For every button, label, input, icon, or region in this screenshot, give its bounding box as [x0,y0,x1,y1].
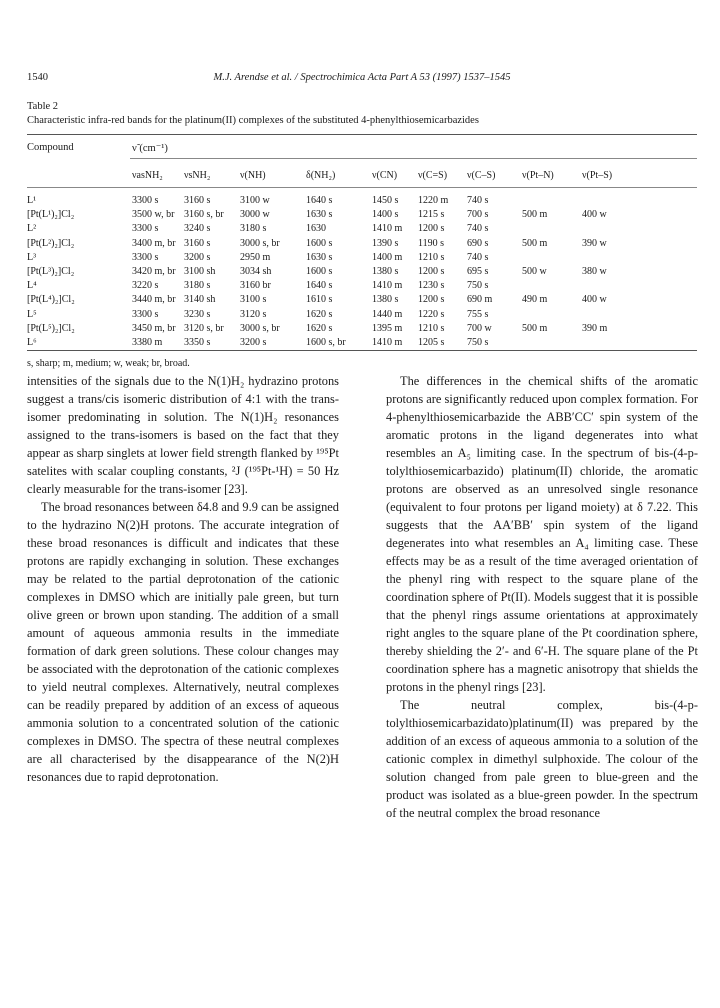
column-header: ν(NH) [240,170,266,181]
value-cell: 3160 s [184,237,211,249]
compound-cell: L¹ [27,195,37,206]
value-cell: 750 s [467,337,489,348]
value-cell: 3350 s [184,337,211,348]
value-cell: 3000 w [240,209,270,221]
value-cell: 500 m [522,322,548,334]
value-cell: 3160 br [240,280,271,292]
table-top-rule [27,134,697,135]
value-cell: 740 s [467,223,489,235]
value-cell: 390 w [582,237,607,249]
compound-cell: L⁴ [27,280,37,292]
value-cell: 1400 s [372,209,399,221]
compound-cell: L⁵ [27,308,37,320]
value-cell: 490 m [522,294,548,306]
value-cell: 3300 s [132,195,159,206]
value-cell: 500 m [522,237,548,249]
table-label: Table 2 [27,101,59,112]
column-header: ν(C=S) [418,170,448,181]
table-caption: Characteristic infra-red bands for the platinum(II) complexes of the substituted 4-phenylthiosemicarbazides [27,115,479,126]
column-header: ν(Pt–S) [582,170,613,181]
value-cell: 700 s [467,209,489,221]
value-cell: 3300 s [132,251,159,263]
value-cell: 500 m [522,209,548,221]
value-cell: 740 s [467,195,489,206]
left-paragraph-1: intensities of the signals due to the N(1)H₂ hydrazino protons suggest a trans/cis isomeric distribution of 4:1 with the trans-isomer predominating in solution. The N(1)H₂ resonances assigned to the trans-isomers is based on the fact that they appear as sharp singlets at lower field strength flanked by ¹⁹⁵Pt satelites with scalar coupling constants, ²J (¹⁹⁵Pt-¹H) = 50 Hz clearly measurable for the trans-isomer [23]. [27,374,339,496]
right-column [386,372,698,822]
value-cell: 1400 m [372,251,403,263]
column-header: δ(NH₂) [306,170,336,181]
value-cell: 1630 [306,223,326,235]
value-cell: 1200 s [418,223,445,235]
right-paragraph-1: The differences in the chemical shifts of the aromatic protons are significantly reduced upon complex formation. For 4-phenylthiosemicarbazide the ABB′CC′ spin system of the aromatic protons in the ligand degenerates into what resembles an A₅ limiting case. In the spectrum of bis-(4-p-tolylthiosemicarbazido) platinum(II) chloride, the aromatic protons are observed as an unresolved single resonance (equivalent to four protons per ligand moiety) at δ 7.22. This suggests that the AA′BB′ spin system of the ligand degenerates into what resembles an A₄ limiting case. These effects may be as a result of the time averaged orientation of the phenyl ring with respect to the square plane of the coordination sphere of Pt(II). Models suggest that it is possible that the phenyl rings assume orientations at approximately right angles to the square plane of the Pt coordination sphere, thereby shielding the 2′- and 6′-H. The square plane of the Pt coordination sphere has a magnetic anisotropy that shields the protons in the phenyl rings [23]. [386,374,698,694]
value-cell: 400 w [582,294,607,306]
value-cell: 1450 s [372,195,399,206]
value-cell: 3300 s [132,223,159,235]
right-paragraph-2: The neutral complex, bis-(4-p-tolylthiosemicarbazidato)platinum(II) was prepared by the addition of an excess of aqueous ammonia to a solution of the cationic complex in dimethyl sulphoxide. The colour of the solution changed from pale green to blue-green and the product was isolated as a blue-green powder. In the spectrum of the neutral complex the broad resonance [386,698,698,820]
value-cell: 3440 m, br [132,294,176,306]
unit-rule [130,158,697,159]
value-cell: 3100 sh [184,266,216,277]
value-cell: 1620 s [306,322,333,334]
value-cell: 1410 m [372,280,403,292]
value-cell: 1630 s [306,209,333,221]
table-bottom-rule [27,350,697,351]
value-cell: 690 s [467,237,489,249]
value-cell: 1410 m [372,337,403,348]
value-cell: 1380 s [372,266,399,277]
value-cell: 1620 s [306,308,333,320]
compound-cell: L² [27,223,37,235]
value-cell: 1630 s [306,251,333,263]
column-header: ν(C–S) [467,170,496,181]
value-cell: 700 w [467,322,492,334]
value-cell: 3000 s, br [240,322,280,334]
column-header: ν(CN) [372,170,398,181]
value-cell: 3200 s [240,337,267,348]
value-cell: 3100 w [240,195,270,206]
value-cell: 1230 s [418,280,445,292]
compound-header: Compound [27,142,74,153]
value-cell: 1210 s [418,322,445,334]
value-cell: 1200 s [418,266,445,277]
left-paragraph-2: The broad resonances between δ4.8 and 9.9 can be assigned to the hydrazino N(2)H protons. The accurate integration of these broad resonances is difficult and indicates that these protons are rapidly exchanging in solution. These exchanges may be related to the partial deprotonation of the cationic complexes in DMSO which are initially pale green, but turn olive green or brown upon standing. The addition of a small amount of aqueous ammonia results in the immediate formation of dark green solutions. These colour changes may be associated with the deprotonation of the cationic complexes to yield neutral complexes. Alternatively, neutral complexes can be readily prepared by addition of an excess of aqueous ammonia solution to a concentrated solution of the cationic complexes in DMSO. The spectra of these neutral complexes are all characterised by the disappearance of the N(2)H resonances due to rapid deprotonation. [27,500,339,784]
table-footnote: s, sharp; m, medium; w, weak; br, broad. [27,358,190,369]
compound-cell: [Pt(L³)₂]Cl₂ [27,266,75,277]
value-cell: 3034 sh [240,266,272,277]
value-cell: 1600 s [306,237,333,249]
value-cell: 3140 sh [184,294,216,306]
value-cell: 690 m [467,294,493,306]
value-cell: 1610 s [306,294,333,306]
value-cell: 3160 s, br [184,209,224,221]
value-cell: 1410 m [372,223,403,235]
value-cell: 1215 s [418,209,445,221]
value-cell: 1220 m [418,195,449,206]
value-cell: 3230 s [184,308,211,320]
compound-cell: [Pt(L²)₂]Cl₂ [27,237,75,249]
left-column [27,372,339,786]
value-cell: 3120 s [240,308,267,320]
unit-header: ν̃ (cm⁻¹) [132,143,168,154]
value-cell: 3240 s [184,223,211,235]
value-cell: 3420 m, br [132,266,176,277]
column-header: νasNH₂ [132,170,163,181]
value-cell: 1220 s [418,308,445,320]
value-cell: 740 s [467,251,489,263]
value-cell: 1205 s [418,337,445,348]
value-cell: 3400 m, br [132,237,176,249]
value-cell: 3380 m [132,337,163,348]
value-cell: 3160 s [184,195,211,206]
running-title: M.J. Arendse et al. / Spectrochimica Acta Part A 53 (1997) 1537–1545 [213,72,511,83]
value-cell: 3300 s [132,308,159,320]
compound-cell: [Pt(L¹)₂]Cl₂ [27,209,75,221]
value-cell: 1395 m [372,322,403,334]
compound-cell: [Pt(L⁵)₂]Cl₂ [27,322,75,334]
value-cell: 400 w [582,209,607,221]
value-cell: 1210 s [418,251,445,263]
value-cell: 3100 s [240,294,267,306]
value-cell: 3220 s [132,280,159,292]
value-cell: 1600 s [306,266,333,277]
value-cell: 1640 s [306,195,333,206]
value-cell: 1600 s, br [306,337,346,348]
running-header [27,72,697,86]
value-cell: 695 s [467,266,489,277]
value-cell: 500 w [522,266,547,277]
value-cell: 1190 s [418,237,445,249]
value-cell: 380 w [582,266,607,277]
value-cell: 3000 s, br [240,237,280,249]
value-cell: 2950 m [240,251,271,263]
value-cell: 750 s [467,280,489,292]
value-cell: 3180 s [184,280,211,292]
column-header: νsNH₂ [184,170,211,181]
value-cell: 1390 s [372,237,399,249]
value-cell: 3200 s [184,251,211,263]
value-cell: 390 m [582,322,608,334]
header-bottom-rule [27,187,697,188]
value-cell: 1440 m [372,308,403,320]
value-cell: 3180 s [240,223,267,235]
value-cell: 1380 s [372,294,399,306]
value-cell: 755 s [467,308,489,320]
compound-cell: L⁶ [27,337,37,348]
compound-cell: [Pt(L⁴)₂]Cl₂ [27,294,75,306]
value-cell: 1200 s [418,294,445,306]
value-cell: 1640 s [306,280,333,292]
value-cell: 3500 w, br [132,209,175,221]
column-header: ν(Pt–N) [522,170,554,181]
value-cell: 3120 s, br [184,322,224,334]
compound-cell: L³ [27,251,37,263]
value-cell: 3450 m, br [132,322,176,334]
page-number: 1540 [27,72,48,83]
